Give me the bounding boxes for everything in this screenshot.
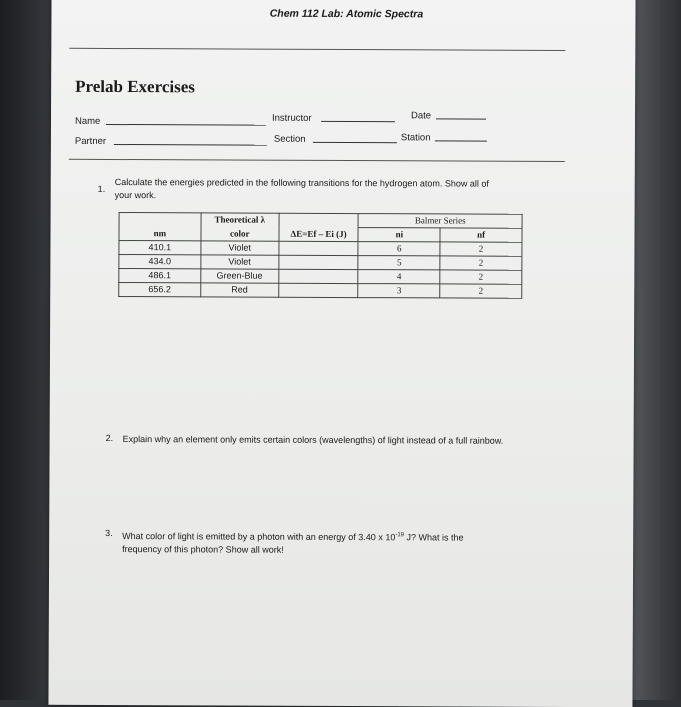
q3-line1: What color of light is emitted by a photon with an energy of 3.40 x $10^{-19}$ J? What is the	[122, 531, 464, 543]
balmer-header: Balmer Series	[359, 214, 523, 229]
q1-number: 1.	[97, 183, 106, 194]
header-divider	[69, 48, 565, 51]
fields-divider	[69, 159, 565, 162]
table-row: 656.2 Red 3 2	[119, 283, 522, 299]
date-label: Date	[410, 110, 432, 122]
q1-line1: Calculate the energies predicted in the following transitions for the hydrogen atom. Show all of	[114, 177, 489, 189]
q1-line2: your work.	[114, 190, 157, 201]
energy-cell[interactable]	[279, 241, 359, 255]
worksheet-page	[48, 0, 635, 707]
col-color-header: color	[201, 227, 279, 241]
instructor-label: Instructor	[271, 112, 312, 124]
energy-cell[interactable]	[278, 283, 358, 297]
instructor-line[interactable]	[321, 112, 395, 122]
prelab-title: Prelab Exercises	[75, 76, 195, 97]
q3-number: 3.	[105, 527, 113, 539]
partner-label: Partner	[74, 135, 107, 147]
theoretical-header: Theoretical λ	[201, 213, 279, 227]
partner-line[interactable]	[114, 135, 267, 146]
table-row: 410.1 Violet 6 2	[119, 241, 522, 257]
date-line[interactable]	[436, 109, 486, 119]
page-header-title: Chem 112 Lab: Atomic Spectra	[269, 7, 424, 21]
name-label: Name	[74, 115, 101, 127]
station-line[interactable]	[435, 131, 487, 141]
energy-cell[interactable]	[278, 269, 358, 283]
q2-number: 2.	[105, 432, 114, 444]
spectra-table	[118, 212, 522, 299]
table-row: 486.1 Green-Blue 4 2	[119, 269, 522, 285]
section-label: Section	[273, 133, 306, 145]
q3-text	[122, 528, 562, 558]
section-line[interactable]	[313, 133, 397, 143]
q2-text: Explain why an element only emits certain colors (wavelengths) of light instead of a full rainbow.	[122, 434, 504, 446]
energy-cell[interactable]	[279, 255, 359, 269]
table-row: 434.0 Violet 5 2	[119, 255, 522, 271]
q1-text	[115, 176, 565, 204]
col-nf-header: nf	[440, 228, 522, 242]
q3-line2: frequency of this photon? Show all work!	[122, 544, 284, 555]
col-energy-header: ΔE=Ef – Ei (J)	[279, 227, 359, 241]
col-nm-header: nm	[119, 227, 201, 241]
col-ni-header: ni	[358, 228, 440, 242]
name-line[interactable]	[106, 115, 266, 126]
station-label: Station	[400, 132, 431, 144]
